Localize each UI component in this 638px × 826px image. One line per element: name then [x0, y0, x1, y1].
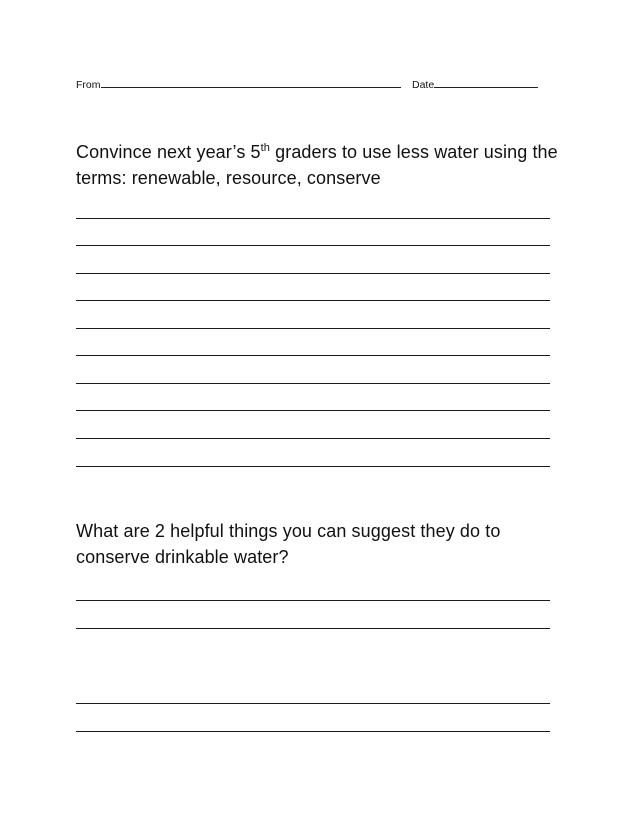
question-1-superscript: th [260, 142, 271, 154]
answer-line[interactable] [76, 245, 550, 246]
answer-line[interactable] [76, 731, 550, 732]
date-blank[interactable] [434, 76, 538, 88]
answer-line[interactable] [76, 466, 550, 467]
question-2-prompt: What are 2 helpful things you can suggest they do to conserve drinkable water? [76, 521, 501, 567]
answer-line[interactable] [76, 703, 550, 704]
from-blank[interactable] [101, 76, 401, 88]
date-label: Date [412, 79, 435, 91]
date-field [412, 76, 538, 93]
question-1-text-end: graders to use less water using the terms: renewable, resource, conserve [76, 142, 558, 188]
answer-line[interactable] [76, 328, 550, 329]
answer-line[interactable] [76, 218, 550, 219]
answer-line[interactable] [76, 273, 550, 274]
question-1-text-start: Convince next year’s 5 [76, 142, 261, 162]
from-label: From [76, 79, 101, 91]
answer-line[interactable] [76, 628, 550, 629]
header-row [76, 76, 556, 92]
answer-line[interactable] [76, 600, 550, 601]
answer-line[interactable] [76, 438, 550, 439]
question-1-prompt [76, 139, 566, 191]
answer-line[interactable] [76, 383, 550, 384]
answer-line[interactable] [76, 410, 550, 411]
answer-line[interactable] [76, 300, 550, 301]
answer-line[interactable] [76, 355, 550, 356]
from-field [76, 76, 401, 93]
